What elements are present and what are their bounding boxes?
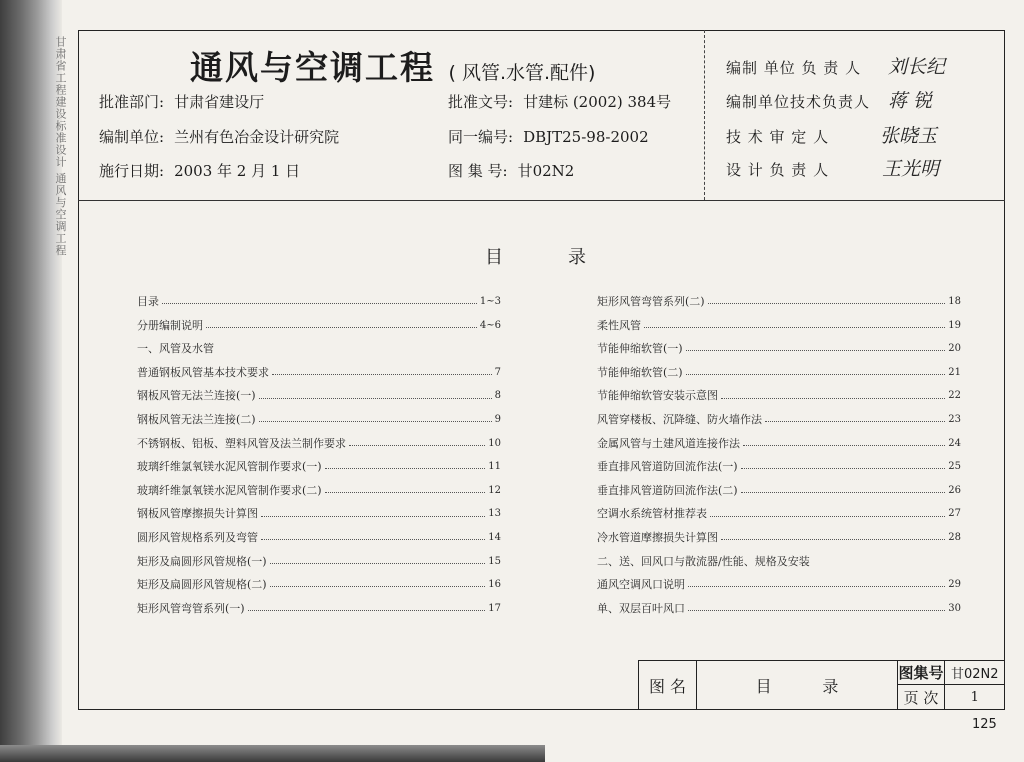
toc-entry-title: 矩形风管弯管系列(一) (137, 601, 245, 615)
title-block-page-label: 页 次 (898, 685, 945, 710)
toc-leader-dots (261, 539, 485, 540)
toc-leader-dots (261, 516, 485, 517)
toc-entry-title: 柔性风管 (597, 318, 641, 332)
toc-entry-title: 节能伸缩软管(一) (597, 342, 683, 356)
document-title (190, 42, 595, 89)
toc-leader-dots (686, 374, 946, 375)
meta-effective-date: 施行日期: 2003 年 2 月 1 日 (99, 162, 301, 180)
toc-leader-dots (206, 327, 477, 328)
resp-role-2: 编制单位技术负责人 (726, 93, 871, 111)
toc-leader-dots (721, 398, 945, 399)
toc-left-column (137, 290, 501, 620)
toc-entry-page: 29 (948, 579, 961, 591)
toc-entry-title: 不锈钢板、铝板、塑料风管及法兰制作要求 (137, 436, 346, 450)
toc-entry-title: 节能伸缩软管安装示意图 (597, 389, 718, 403)
toc-leader-dots (721, 539, 945, 540)
toc-entry (597, 502, 961, 526)
toc-entry (137, 337, 501, 361)
meta-atlas-no: 图 集 号: 甘02N2 (448, 162, 575, 180)
toc-entry-title: 分册编制说明 (137, 318, 203, 332)
title-block-name-value: 目 录 (697, 661, 898, 710)
toc-leader-dots (248, 610, 486, 611)
toc-entry-title: 冷水管道摩擦损失计算图 (597, 530, 718, 544)
toc-entry-page: 8 (494, 390, 501, 402)
toc-entry (597, 550, 961, 574)
signature-3: 张晓玉 (880, 125, 938, 147)
toc-entry-title: 圆形风管规格系列及弯管 (137, 530, 258, 544)
toc-entry-title: 通风空调风口说明 (597, 578, 685, 592)
toc-entry (597, 597, 961, 621)
header-vertical-divider (704, 30, 705, 200)
toc-right-column (597, 290, 961, 620)
toc-entry (597, 573, 961, 597)
toc-entry-title: 目录 (137, 295, 159, 308)
toc-entry (137, 502, 501, 526)
toc-heading-left: 目 (485, 247, 503, 268)
toc-entry-title: 钢板风管摩擦损失计算图 (137, 507, 258, 521)
title-block-atlas-label: 图集号 (898, 661, 945, 685)
toc-entry-page: 30 (948, 602, 961, 614)
toc-entry (137, 455, 501, 479)
page-number: 125 (972, 717, 997, 732)
toc-entry-page: 10 (488, 437, 501, 449)
book-binding-shadow (0, 0, 62, 762)
toc-leader-dots (349, 445, 485, 446)
toc-entry (597, 290, 961, 314)
toc-entry (137, 597, 501, 621)
header-divider (78, 200, 1005, 201)
toc-entry-page: 18 (948, 296, 961, 307)
signature-1: 刘长纪 (888, 56, 946, 78)
toc-entry-title: 垂直排风管道防回流作法(一) (597, 460, 738, 474)
toc-entry-page: 27 (948, 508, 961, 520)
toc-leader-dots (688, 610, 945, 611)
toc-entry-page: 15 (488, 555, 501, 567)
toc-entry-title: 单、双层百叶风口 (597, 601, 685, 615)
toc-entry-page: 28 (948, 531, 961, 543)
toc-leader-dots (270, 563, 486, 564)
toc-entry-page: 11 (488, 461, 501, 473)
toc-entry-page: 24 (948, 437, 961, 449)
toc-entry-page: 14 (488, 531, 501, 543)
title-block (638, 660, 1005, 710)
toc-leader-dots (644, 327, 945, 328)
toc-entry (597, 361, 961, 385)
toc-entry-title: 风管穿楼板、沉降缝、防火墙作法 (597, 412, 762, 426)
toc-entry-page: 16 (488, 579, 501, 591)
meta-compiler: 编制单位: 兰州有色冶金设计研究院 (99, 128, 340, 146)
toc-entry-title: 玻璃纤维氯氧镁水泥风管制作要求(二) (137, 483, 322, 497)
toc-entry-title: 矩形及扁圆形风管规格(二) (137, 578, 267, 592)
toc-leader-dots (708, 303, 946, 304)
toc-entry-title: 二、送、回风口与散流器/性能、规格及安装 (597, 554, 810, 568)
toc-entry-page: 9 (494, 413, 501, 425)
toc-leader-dots (162, 303, 477, 304)
toc-entry-page: 17 (488, 602, 501, 614)
toc-entry (137, 479, 501, 503)
toc-entry-title: 普通钢板风管基本技术要求 (137, 365, 269, 379)
toc-entry-title: 钢板风管无法兰连接(二) (137, 412, 256, 426)
toc-leader-dots (259, 398, 492, 399)
toc-entry (597, 432, 961, 456)
toc-entry-page: 26 (948, 484, 961, 496)
toc-leader-dots (259, 421, 492, 422)
toc-entry-page: 23 (948, 413, 961, 425)
toc-entry-page: 13 (488, 508, 501, 520)
toc-leader-dots (743, 445, 945, 446)
toc-leader-dots (765, 421, 945, 422)
toc-entry (597, 337, 961, 361)
toc-leader-dots (325, 492, 486, 493)
toc-leader-dots (741, 468, 946, 469)
toc-entry-title: 矩形及扁圆形风管规格(一) (137, 554, 267, 568)
toc-heading-right: 录 (568, 247, 586, 268)
meta-approval-no: 批准文号: 甘建标 (2002) 384号 (448, 93, 672, 111)
toc-leader-dots (688, 586, 945, 587)
toc-entry (137, 526, 501, 550)
title-block-page-value: 1 (970, 689, 979, 705)
signature-2: 蒋 锐 (888, 90, 933, 112)
toc-entry-title: 金属风管与土建风道连接作法 (597, 436, 740, 450)
toc-entry (137, 314, 501, 338)
toc-entry-title: 钢板风管无法兰连接(一) (137, 389, 256, 403)
toc-entry (597, 479, 961, 503)
resp-role-1: 编制 单位 负 责 人 (726, 59, 862, 77)
toc-entry-title: 节能伸缩软管(二) (597, 365, 683, 379)
resp-role-4: 设 计 负 责 人 (726, 161, 830, 179)
toc-entry (137, 384, 501, 408)
bottom-scan-shadow (0, 745, 545, 762)
title-main: 通风与空调工程 (190, 48, 435, 87)
toc-entry-page: 4~6 (479, 319, 501, 331)
toc-entry (137, 573, 501, 597)
title-sub: ( 风管.水管.配件) (448, 62, 596, 84)
toc-entry-title: 空调水系统管材推荐表 (597, 507, 707, 521)
toc-entry (137, 432, 501, 456)
signature-4: 王光明 (882, 158, 940, 180)
toc-leader-dots (272, 374, 492, 375)
toc-leader-dots (741, 492, 946, 493)
toc-entry (597, 314, 961, 338)
toc-entry (137, 361, 501, 385)
toc-entry-page: 12 (488, 484, 501, 496)
toc-entry-page: 7 (494, 366, 501, 378)
binding-spine-text: 甘肃省工程建设标准设计 通风与空调工程 (54, 36, 67, 257)
toc-entry-title: 一、风管及水管 (137, 342, 214, 356)
toc-entry-page: 22 (948, 390, 961, 402)
toc-entry (597, 408, 961, 432)
toc-entry (137, 290, 501, 314)
meta-approval-dept: 批准部门: 甘肃省建设厅 (99, 93, 265, 111)
title-block-name-label: 图 名 (639, 661, 697, 710)
toc-entry (597, 526, 961, 550)
toc-entry (137, 550, 501, 574)
toc-leader-dots (325, 468, 486, 469)
toc-entry-page: 20 (948, 343, 961, 355)
toc-entry-title: 玻璃纤维氯氧镁水泥风管制作要求(一) (137, 460, 322, 474)
title-block-atlas-value: 甘02N2 (945, 661, 1005, 685)
toc-leader-dots (710, 516, 945, 517)
meta-unified-no: 同一编号: DBJT25-98-2002 (448, 128, 649, 146)
toc-entry-page: 1~3 (479, 296, 501, 307)
toc-entry-title: 垂直排风管道防回流作法(二) (597, 483, 738, 497)
toc-entry-title: 矩形风管弯管系列(二) (597, 295, 705, 308)
toc-leader-dots (686, 350, 946, 351)
resp-role-3: 技 术 审 定 人 (726, 128, 830, 146)
toc-entry-page: 19 (948, 319, 961, 331)
toc-entry (597, 384, 961, 408)
toc-entry-page: 25 (948, 461, 961, 473)
toc-entry (137, 408, 501, 432)
toc-entry-page: 21 (948, 366, 961, 378)
toc-leader-dots (270, 586, 486, 587)
toc-entry (597, 455, 961, 479)
